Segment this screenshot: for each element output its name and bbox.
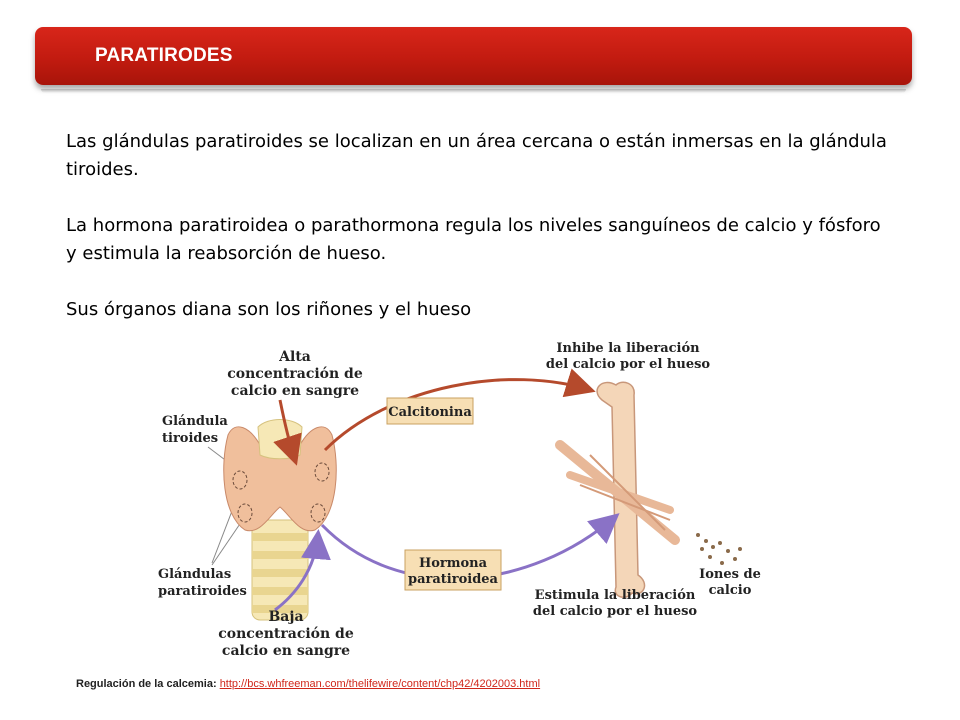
calcium-regulation-diagram — [150, 335, 770, 670]
low-calcium-label-3: calcio en sangre — [221, 643, 351, 659]
pth-label-2: paratiroidea — [408, 572, 498, 587]
calcitonin-label: Calcitonina — [388, 405, 472, 420]
source-link[interactable]: http://bcs.whfreeman.com/thelifewire/content/chp42/4202003.html — [219, 678, 541, 690]
parathyroid-label-2: paratiroides — [158, 584, 247, 599]
ions-label-1: Iones de — [699, 567, 761, 582]
low-calcium-label-1: Baja — [268, 609, 304, 625]
diagram-svg — [150, 335, 770, 670]
high-calcium-label-2: concentración de — [227, 366, 363, 382]
caption-label: Regulación de la calcemia: — [76, 678, 217, 690]
inhibit-label-2: del calcio por el hueso — [545, 357, 711, 372]
pth-label-1: Hormona — [418, 556, 488, 571]
bone-illustration — [560, 382, 675, 597]
stimulate-label-1: Estimula la liberación — [534, 588, 696, 603]
slide-title: PARATIRODES — [95, 45, 233, 66]
high-calcium-label-1: Alta — [279, 349, 311, 365]
stimulate-label-2: del calcio por el hueso — [532, 604, 698, 619]
high-calcium-label-3: calcio en sangre — [230, 383, 360, 399]
thyroid-label-1: Glándula — [162, 414, 228, 429]
title-bar — [35, 27, 912, 85]
paragraph-location: Las glándulas paratiroides se localizan en un área cercana o están inmersas en la glándula tiroides. — [66, 131, 887, 180]
paragraph-hormone: La hormona paratiroidea o parathormona regula los niveles sanguíneos de calcio y fósforo y estimula la reabsorción de hueso. — [66, 215, 881, 264]
low-calcium-label-2: concentración de — [218, 626, 354, 642]
caption — [76, 678, 540, 690]
thyroid-label-2: tiroides — [162, 431, 219, 446]
paragraph-targets: Sus órganos diana son los riñones y el hueso — [66, 299, 472, 320]
thyroid-gland-illustration — [224, 420, 337, 531]
ions-label-2: calcio — [708, 583, 752, 598]
calcium-ions-dots — [696, 533, 742, 565]
body-text — [66, 128, 896, 324]
inhibit-label-1: Inhibe la liberación — [556, 341, 700, 356]
parathyroid-label-1: Glándulas — [158, 567, 232, 582]
